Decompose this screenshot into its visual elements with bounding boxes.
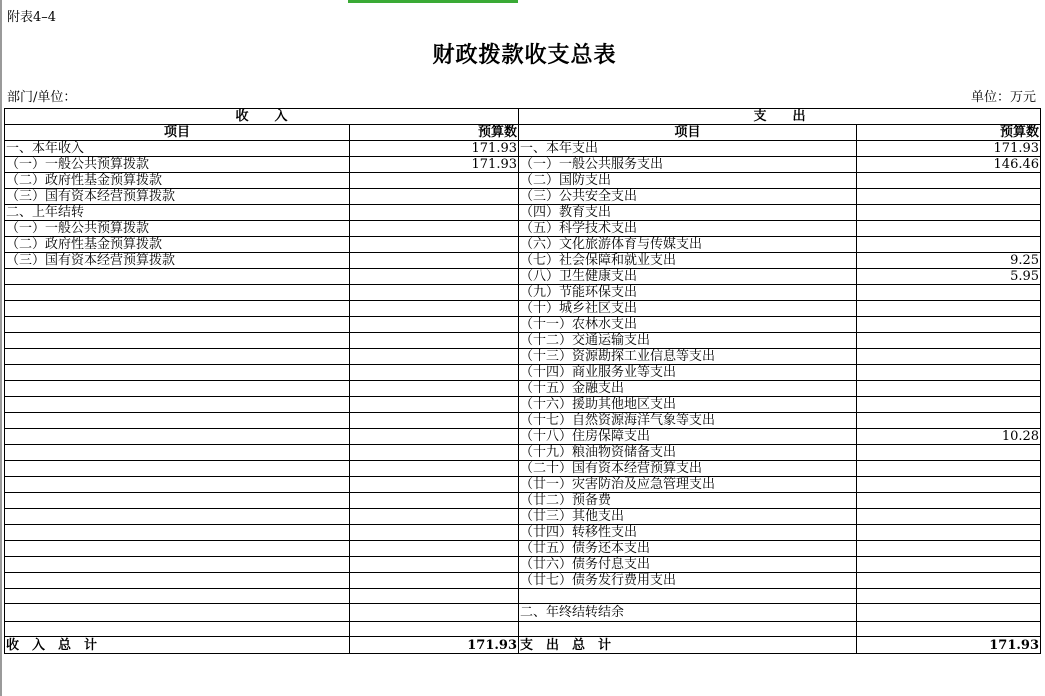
income-budget-header: 预算数	[350, 125, 519, 141]
expense-amount-cell[interactable]: 171.93	[857, 141, 1041, 157]
expense-amount-cell[interactable]	[857, 622, 1041, 637]
expense-item-cell[interactable]: （十九）粮油物资储备支出	[519, 445, 857, 461]
income-amount-cell[interactable]	[350, 589, 519, 604]
expense-amount-cell[interactable]	[857, 397, 1041, 413]
expense-item-cell[interactable]: （十六）援助其他地区支出	[519, 397, 857, 413]
income-amount-cell[interactable]	[350, 541, 519, 557]
income-item-cell[interactable]	[5, 445, 350, 461]
expense-item-cell[interactable]: （十）城乡社区支出	[519, 301, 857, 317]
income-amount-cell[interactable]	[350, 413, 519, 429]
table-row	[5, 237, 1041, 253]
table-row	[5, 173, 1041, 189]
table-row	[5, 141, 1041, 157]
table-row	[5, 221, 1041, 237]
table-row	[5, 604, 1041, 622]
income-item-cell[interactable]	[5, 381, 350, 397]
income-item-cell[interactable]: （二）政府性基金预算拨款	[5, 237, 350, 253]
expense-amount-cell[interactable]	[857, 573, 1041, 589]
income-amount-cell[interactable]	[350, 173, 519, 189]
income-item-cell[interactable]	[5, 493, 350, 509]
income-item-cell[interactable]: 一、本年收入	[5, 141, 350, 157]
expense-amount-cell[interactable]	[857, 413, 1041, 429]
table-row	[5, 285, 1041, 301]
income-item-cell[interactable]	[5, 317, 350, 333]
expense-amount-cell[interactable]	[857, 205, 1041, 221]
expense-item-cell[interactable]: （廿二）预备费	[519, 493, 857, 509]
income-amount-cell[interactable]	[350, 557, 519, 573]
income-amount-cell[interactable]	[350, 397, 519, 413]
expense-item-cell[interactable]: （二）国防支出	[519, 173, 857, 189]
expense-amount-cell[interactable]	[857, 173, 1041, 189]
income-item-cell[interactable]	[5, 413, 350, 429]
table-row	[5, 589, 1041, 604]
table-row	[5, 429, 1041, 445]
income-amount-cell[interactable]	[350, 333, 519, 349]
expense-item-cell[interactable]: （廿七）债务发行费用支出	[519, 573, 857, 589]
expense-amount-cell[interactable]	[857, 365, 1041, 381]
table-row	[5, 397, 1041, 413]
expense-amount-cell[interactable]: 10.28	[857, 429, 1041, 445]
table-row	[5, 189, 1041, 205]
income-amount-cell[interactable]	[350, 189, 519, 205]
table-row	[5, 381, 1041, 397]
income-amount-cell[interactable]	[350, 573, 519, 589]
income-item-cell[interactable]	[5, 477, 350, 493]
income-item-header: 项目	[5, 125, 350, 141]
expense-item-cell[interactable]: （二十）国有资本经营预算支出	[519, 461, 857, 477]
income-amount-cell[interactable]	[350, 622, 519, 637]
expense-item-cell[interactable]: （廿三）其他支出	[519, 509, 857, 525]
table-row	[5, 317, 1041, 333]
expense-item-cell[interactable]: （七）社会保障和就业支出	[519, 253, 857, 269]
expense-item-cell[interactable]: （八）卫生健康支出	[519, 269, 857, 285]
expense-amount-cell[interactable]	[857, 381, 1041, 397]
table-row	[5, 557, 1041, 573]
income-group-header: 收 入	[5, 109, 519, 125]
expense-amount-cell[interactable]	[857, 349, 1041, 365]
income-item-cell[interactable]	[5, 365, 350, 381]
expense-amount-cell[interactable]	[857, 301, 1041, 317]
expense-item-cell[interactable]: （十二）交通运输支出	[519, 333, 857, 349]
income-item-cell[interactable]	[5, 589, 350, 604]
expense-item-cell[interactable]: （十七）自然资源海洋气象等支出	[519, 413, 857, 429]
income-amount-cell[interactable]	[350, 381, 519, 397]
income-item-cell[interactable]	[5, 397, 350, 413]
table-row	[5, 365, 1041, 381]
income-amount-cell[interactable]	[350, 253, 519, 269]
expense-item-cell[interactable]: （九）节能环保支出	[519, 285, 857, 301]
expense-item-cell[interactable]: 二、年终结转结余	[519, 604, 857, 622]
expense-item-cell[interactable]: 一、本年支出	[519, 141, 857, 157]
expense-amount-cell[interactable]	[857, 237, 1041, 253]
income-item-cell[interactable]	[5, 604, 350, 622]
expense-item-cell[interactable]: （十一）农林水支出	[519, 317, 857, 333]
income-item-cell[interactable]	[5, 557, 350, 573]
income-item-cell[interactable]: 二、上年结转	[5, 205, 350, 221]
expense-total-amount[interactable]: 171.93	[857, 637, 1041, 654]
expense-amount-cell[interactable]: 146.46	[857, 157, 1041, 173]
budget-summary-table	[4, 108, 1041, 654]
expense-item-cell[interactable]: （十五）金融支出	[519, 381, 857, 397]
table-row	[5, 349, 1041, 365]
income-amount-cell[interactable]	[350, 269, 519, 285]
expense-amount-cell[interactable]	[857, 493, 1041, 509]
expense-amount-cell[interactable]	[857, 525, 1041, 541]
income-amount-cell[interactable]	[350, 237, 519, 253]
expense-item-cell[interactable]: （五）科学技术支出	[519, 221, 857, 237]
income-amount-cell[interactable]	[350, 301, 519, 317]
income-amount-cell[interactable]	[350, 221, 519, 237]
expense-item-cell[interactable]	[519, 622, 857, 637]
expense-amount-cell[interactable]	[857, 189, 1041, 205]
unit-label: 单位：万元	[970, 90, 1036, 105]
table-row	[5, 333, 1041, 349]
table-row	[5, 477, 1041, 493]
table-row	[5, 301, 1041, 317]
expense-amount-cell[interactable]: 5.95	[857, 269, 1041, 285]
expense-item-cell[interactable]: （十四）商业服务业等支出	[519, 365, 857, 381]
attachment-label: 附表4–4	[7, 10, 57, 25]
table-row	[5, 157, 1041, 173]
income-amount-cell[interactable]	[350, 493, 519, 509]
expense-amount-cell[interactable]	[857, 509, 1041, 525]
expense-group-header: 支 出	[519, 109, 1041, 125]
income-item-cell[interactable]: （二）政府性基金预算拨款	[5, 173, 350, 189]
expense-item-cell[interactable]: （一）一般公共服务支出	[519, 157, 857, 173]
expense-amount-cell[interactable]	[857, 285, 1041, 301]
income-amount-cell[interactable]	[350, 285, 519, 301]
income-amount-cell[interactable]	[350, 445, 519, 461]
expense-amount-cell[interactable]	[857, 604, 1041, 622]
income-item-cell[interactable]	[5, 525, 350, 541]
expense-item-header: 项目	[519, 125, 857, 141]
table-row	[5, 509, 1041, 525]
expense-item-cell[interactable]: （四）教育支出	[519, 205, 857, 221]
table-row	[5, 622, 1041, 637]
income-total-label[interactable]: 收 入 总 计	[5, 637, 350, 654]
income-amount-cell[interactable]	[350, 429, 519, 445]
expense-amount-cell[interactable]	[857, 589, 1041, 604]
income-item-cell[interactable]	[5, 573, 350, 589]
total-row	[5, 637, 1041, 654]
expense-item-cell[interactable]: （廿六）债务付息支出	[519, 557, 857, 573]
income-item-cell[interactable]	[5, 622, 350, 637]
expense-amount-cell[interactable]	[857, 557, 1041, 573]
income-amount-cell[interactable]	[350, 509, 519, 525]
expense-item-cell[interactable]: （廿一）灾害防治及应急管理支出	[519, 477, 857, 493]
expense-amount-cell[interactable]	[857, 445, 1041, 461]
expense-item-cell[interactable]: （十三）资源勘探工业信息等支出	[519, 349, 857, 365]
expense-total-label[interactable]: 支 出 总 计	[519, 637, 857, 654]
income-item-cell[interactable]: （三）国有资本经营预算拨款	[5, 189, 350, 205]
expense-amount-cell[interactable]	[857, 477, 1041, 493]
income-amount-cell[interactable]	[350, 349, 519, 365]
income-item-cell[interactable]: （三）国有资本经营预算拨款	[5, 253, 350, 269]
table-row	[5, 445, 1041, 461]
income-item-cell[interactable]	[5, 333, 350, 349]
expense-amount-cell[interactable]	[857, 221, 1041, 237]
income-item-cell[interactable]: （一）一般公共预算拨款	[5, 221, 350, 237]
table-row	[5, 461, 1041, 477]
table-row	[5, 573, 1041, 589]
expense-item-cell[interactable]: （廿四）转移性支出	[519, 525, 857, 541]
expense-item-cell[interactable]: （三）公共安全支出	[519, 189, 857, 205]
income-item-cell[interactable]	[5, 461, 350, 477]
expense-amount-cell[interactable]	[857, 461, 1041, 477]
table-row	[5, 205, 1041, 221]
income-item-cell[interactable]	[5, 349, 350, 365]
income-item-cell[interactable]	[5, 541, 350, 557]
income-item-cell[interactable]	[5, 429, 350, 445]
expense-item-cell[interactable]	[519, 589, 857, 604]
expense-amount-cell[interactable]: 9.25	[857, 253, 1041, 269]
income-amount-cell[interactable]	[350, 365, 519, 381]
page-title: 财政拨款收支总表	[432, 42, 617, 68]
expense-item-cell[interactable]: （廿五）债务还本支出	[519, 541, 857, 557]
expense-budget-header: 预算数	[857, 125, 1041, 141]
table-row	[5, 525, 1041, 541]
table-row	[5, 541, 1041, 557]
expense-amount-cell[interactable]	[857, 333, 1041, 349]
income-item-cell[interactable]	[5, 301, 350, 317]
income-amount-cell[interactable]	[350, 604, 519, 622]
table-row	[5, 493, 1041, 509]
table-row	[5, 269, 1041, 285]
active-column-indicator	[348, 0, 518, 3]
income-item-cell[interactable]: （一）一般公共预算拨款	[5, 157, 350, 173]
expense-amount-cell[interactable]	[857, 317, 1041, 333]
income-item-cell[interactable]	[5, 285, 350, 301]
income-amount-cell[interactable]	[350, 525, 519, 541]
income-amount-cell[interactable]	[350, 205, 519, 221]
expense-item-cell[interactable]: （十八）住房保障支出	[519, 429, 857, 445]
income-amount-cell[interactable]	[350, 477, 519, 493]
income-total-amount[interactable]: 171.93	[350, 637, 519, 654]
income-item-cell[interactable]	[5, 509, 350, 525]
table-row	[5, 253, 1041, 269]
expense-amount-cell[interactable]	[857, 541, 1041, 557]
income-amount-cell[interactable]	[350, 461, 519, 477]
expense-item-cell[interactable]: （六）文化旅游体育与传媒支出	[519, 237, 857, 253]
income-item-cell[interactable]	[5, 269, 350, 285]
department-label: 部门/单位：	[7, 90, 77, 105]
income-amount-cell[interactable]	[350, 317, 519, 333]
table-row	[5, 413, 1041, 429]
income-amount-cell[interactable]: 171.93	[350, 157, 519, 173]
income-amount-cell[interactable]: 171.93	[350, 141, 519, 157]
